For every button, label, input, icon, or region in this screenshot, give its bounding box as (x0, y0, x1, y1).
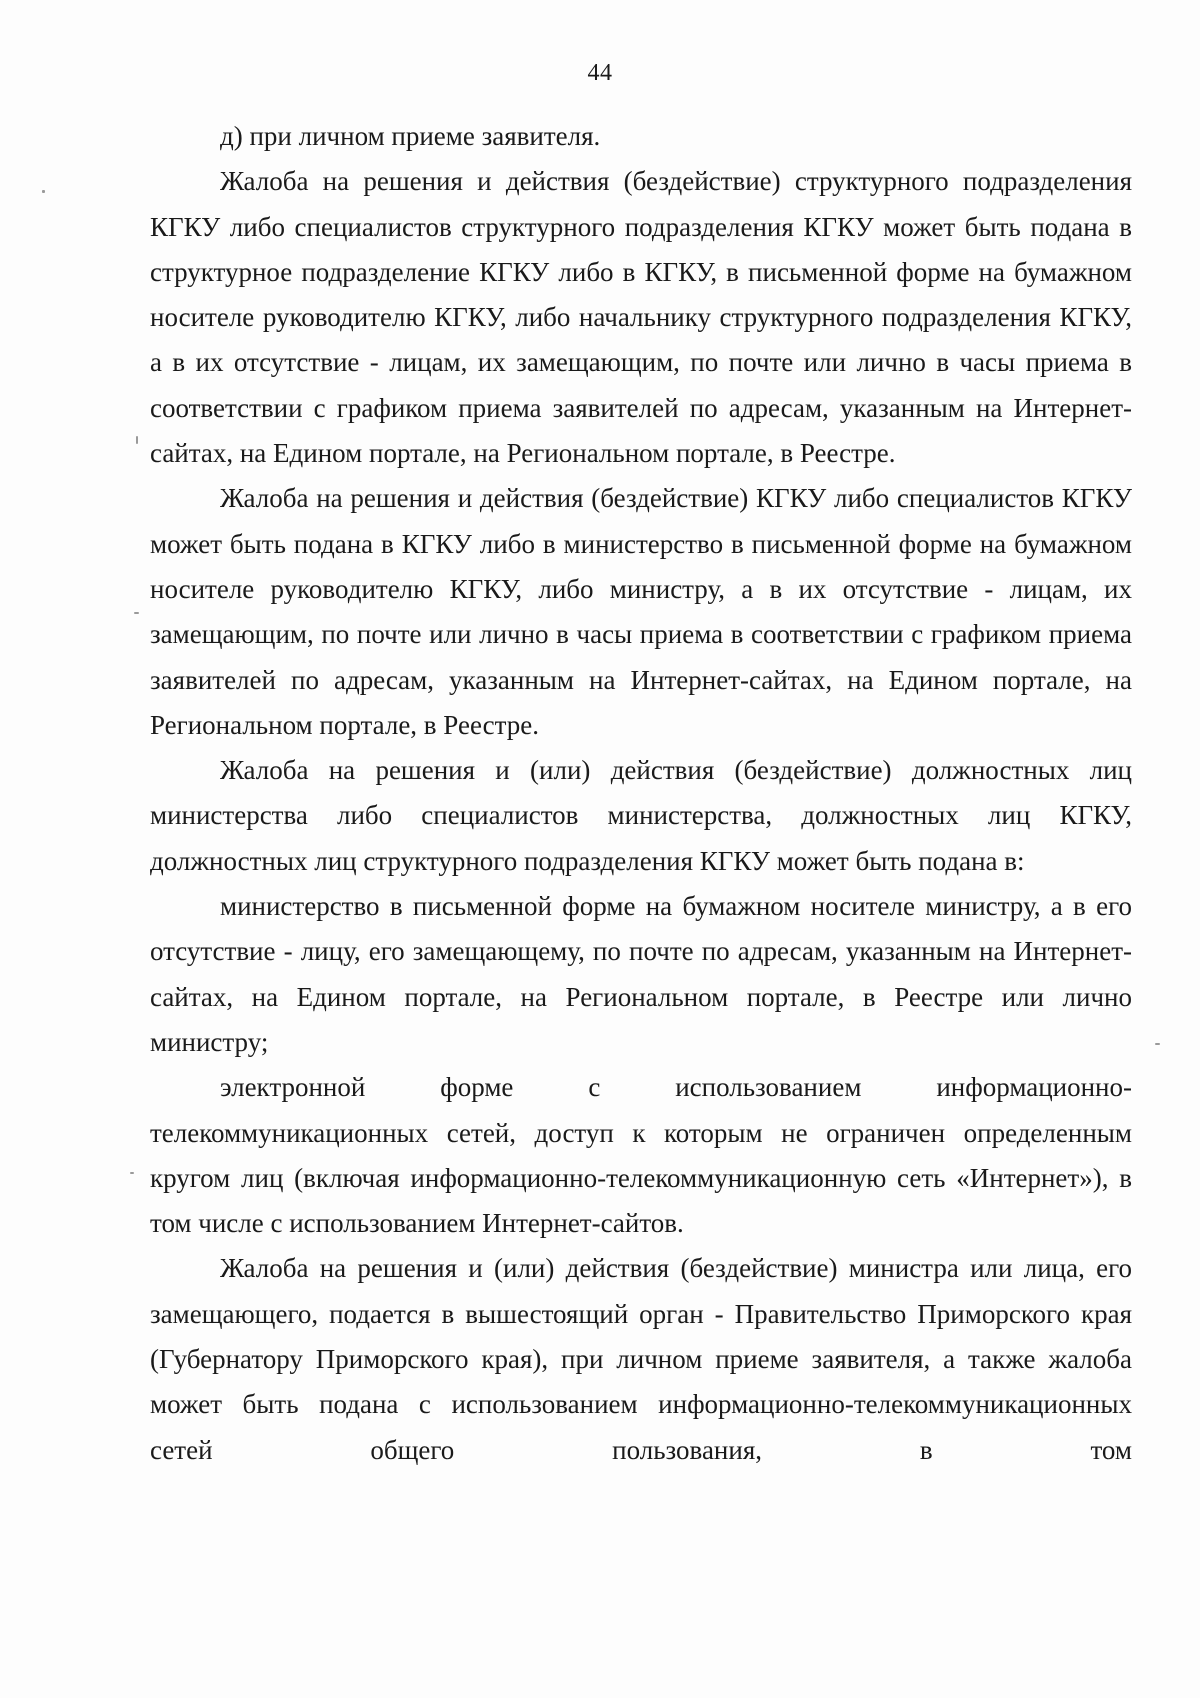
paragraph-complaint-officials: Жалоба на решения и (или) действия (бездействие) должностных лиц министерства либо специалистов министерства, должностных лиц КГКУ, должностных лиц структурного подразделения КГКУ может быть подана в: (150, 755, 1132, 876)
paragraph-complaint-minister: Жалоба на решения и (или) действия (бездействие) министра или лица, его замещающего, подается в вышестоящий орган - Правительство Приморского края (Губернатору Приморского края), при личном приеме заявителя, а также жалоба может быть подана с использованием информационно-телекоммуникационных сетей общего пользования, в том (150, 1253, 1132, 1465)
paragraph-ministry-written: министерство в письменной форме на бумажном носителе министру, а в его отсутствие - лицу, его замещающему, по почте по адресам, указанным на Интернет-сайтах, на Едином портале, на Региональном портале, в Реестре или лично министру; (150, 891, 1132, 1057)
scan-mark (136, 436, 138, 444)
scan-mark (42, 190, 45, 193)
scan-mark (134, 612, 139, 614)
document-body (150, 114, 1132, 1473)
scan-mark (130, 1172, 134, 1174)
paragraph-complaint-structural-division: Жалоба на решения и действия (бездействие) структурного подразделения КГКУ либо специалистов структурного подразделения КГКУ может быть подана в структурное подразделение КГКУ либо в КГКУ, в письменной форме на бумажном носителе руководителю КГКУ, либо начальнику структурного подразделения КГКУ, а в их отсутствие - лицам, их замещающим, по почте или лично в часы приема в соответствии с графиком приема заявителей по адресам, указанным на Интернет-сайтах, на Едином портале, на Региональном портале, в Реестре. (150, 166, 1132, 469)
paragraph-complaint-kgku: Жалоба на решения и действия (бездействие) КГКУ либо специалистов КГКУ может быть подана в КГКУ либо в министерство в письменной форме на бумажном носителе руководителю КГКУ, либо министру, а в их отсутствие - лицам, их замещающим, по почте или лично в часы приема в соответствии с графиком приема заявителей по адресам, указанным на Интернет-сайтах, на Едином портале, на Региональном портале, в Реестре. (150, 483, 1132, 740)
paragraph-electronic-form: электронной форме с использованием информационно-телекоммуникационных сетей, доступ к которым не ограничен определенным кругом лиц (включая информационно-телекоммуникационную сеть «Интернет»), в том числе с использованием Интернет-сайтов. (150, 1072, 1132, 1239)
paragraph-item-d: д) при личном приеме заявителя. (220, 121, 601, 151)
scan-mark (1155, 1043, 1160, 1045)
page-number: 44 (587, 60, 613, 86)
